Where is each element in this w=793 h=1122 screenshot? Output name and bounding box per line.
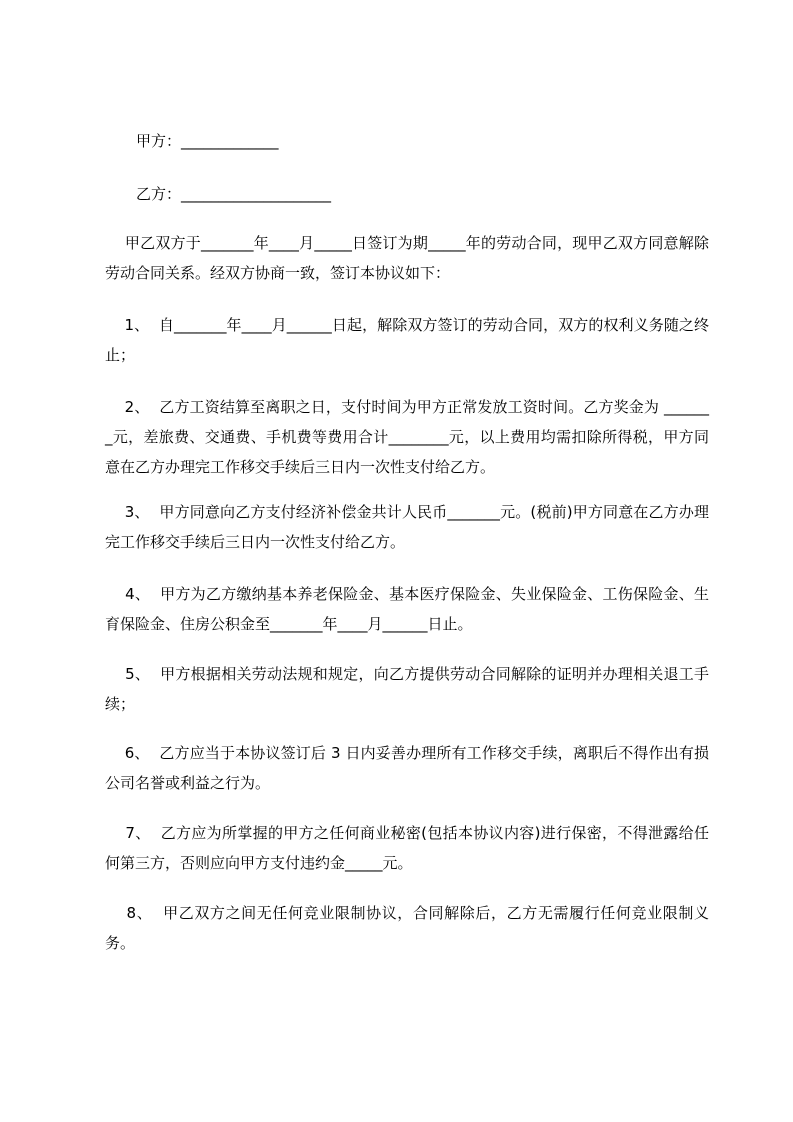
clause-4: 4、 甲方为乙方缴纳基本养老保险金、基本医疗保险金、失业保险金、工伤保险金、生育保险金、住房公积金至_______年____月______日止。 — [105, 585, 709, 633]
clause-6: 6、 乙方应当于本协议签订后 3 日内妥善办理所有工作移交手续，离职后不得作出有损公司名誉或利益之行为。 — [105, 744, 709, 792]
party-a-line: 甲方：_____________ — [136, 132, 279, 150]
clause-7: 7、 乙方应为所掌握的甲方之任何商业秘密(包括本协议内容)进行保密，不得泄露给任何第三方，否则应向甲方支付违约金_____元。 — [105, 824, 709, 872]
clause-1: 1、 自_______年____月______日起，解除双方签订的劳动合同，双方的权利义务随之终止； — [105, 316, 709, 364]
clause-2: 2、 乙方工资结算至离职之日，支付时间为甲方正常发放工资时间。乙方奖金为 _______元，差旅费、交通费、手机费等费用合计________元，以上费用均需扣除所得税，甲方同意在乙方办理完工作移交手续后三日内一次性支付给乙方。 — [105, 398, 709, 476]
party-b-line: 乙方：____________________ — [136, 185, 332, 203]
clause-8: 8、 甲乙双方之间无任何竞业限制协议，合同解除后，乙方无需履行任何竞业限制义务。 — [105, 904, 709, 952]
intro-paragraph: 甲乙双方于_______年____月_____日签订为期_____年的劳动合同，现甲乙双方同意解除劳动合同关系。经双方协商一致，签订本协议如下： — [105, 234, 709, 282]
clause-5: 5、 甲方根据相关劳动法规和规定，向乙方提供劳动合同解除的证明并办理相关退工手续； — [105, 665, 709, 713]
clause-3: 3、 甲方同意向乙方支付经济补偿金共计人民币_______元。(税前)甲方同意在乙方办理完工作移交手续后三日内一次性支付给乙方。 — [105, 503, 709, 551]
